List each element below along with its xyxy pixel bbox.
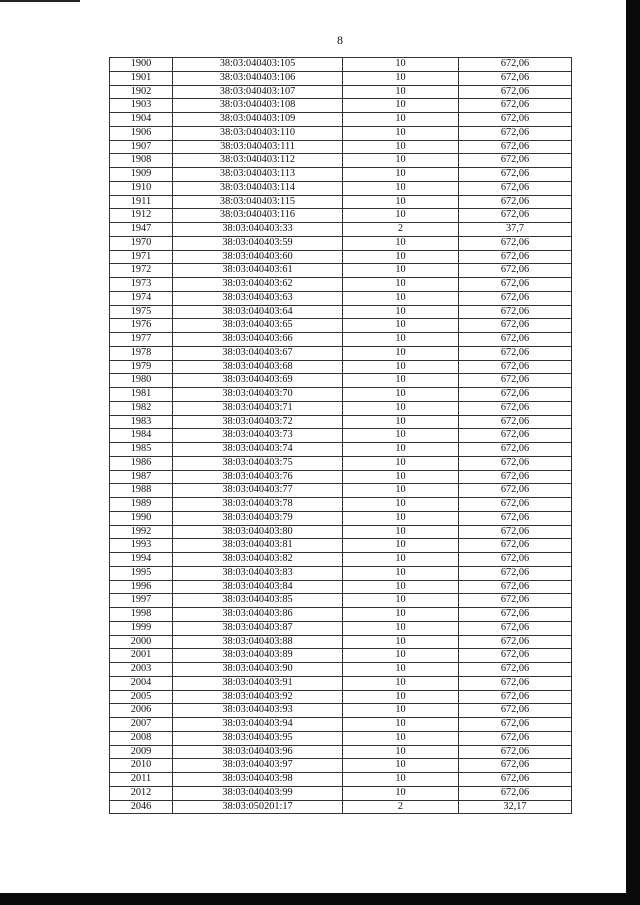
value-cell: 672,06 [459, 759, 572, 773]
value-cell: 672,06 [459, 374, 572, 388]
value-cell: 672,06 [459, 443, 572, 457]
value-cell: 37,7 [459, 223, 572, 237]
cadastral-number-cell: 38:03:040403:91 [173, 676, 343, 690]
row-number-cell: 1901 [110, 71, 173, 85]
table-row [110, 140, 572, 154]
row-number-cell: 1985 [110, 443, 173, 457]
value-cell: 672,06 [459, 209, 572, 223]
value-cell: 672,06 [459, 456, 572, 470]
quantity-cell: 10 [343, 126, 459, 140]
quantity-cell: 10 [343, 608, 459, 622]
row-number-cell: 1982 [110, 401, 173, 415]
cadastral-number-cell: 38:03:040403:68 [173, 360, 343, 374]
quantity-cell: 10 [343, 181, 459, 195]
value-cell: 672,06 [459, 58, 572, 72]
row-number-cell: 2005 [110, 690, 173, 704]
value-cell: 672,06 [459, 718, 572, 732]
quantity-cell: 10 [343, 264, 459, 278]
value-cell: 672,06 [459, 484, 572, 498]
value-cell: 672,06 [459, 676, 572, 690]
quantity-cell: 10 [343, 278, 459, 292]
table-row [110, 291, 572, 305]
row-number-cell: 1974 [110, 291, 173, 305]
table-row [110, 456, 572, 470]
cadastral-number-cell: 38:03:040403:72 [173, 415, 343, 429]
table-row [110, 621, 572, 635]
cadastral-number-cell: 38:03:040403:62 [173, 278, 343, 292]
cadastral-number-cell: 38:03:040403:95 [173, 731, 343, 745]
quantity-cell: 10 [343, 649, 459, 663]
quantity-cell: 10 [343, 99, 459, 113]
value-cell: 672,06 [459, 429, 572, 443]
value-cell: 672,06 [459, 305, 572, 319]
table-row [110, 566, 572, 580]
cadastral-number-cell: 38:03:040403:82 [173, 553, 343, 567]
cadastral-number-cell: 38:03:040403:78 [173, 498, 343, 512]
quantity-cell: 10 [343, 745, 459, 759]
quantity-cell: 10 [343, 676, 459, 690]
table-row [110, 443, 572, 457]
cadastral-number-cell: 38:03:040403:93 [173, 704, 343, 718]
row-number-cell: 1976 [110, 319, 173, 333]
value-cell: 672,06 [459, 291, 572, 305]
cadastral-number-cell: 38:03:040403:97 [173, 759, 343, 773]
row-number-cell: 1988 [110, 484, 173, 498]
cadastral-number-cell: 38:03:040403:69 [173, 374, 343, 388]
cadastral-number-cell: 38:03:040403:81 [173, 539, 343, 553]
value-cell: 672,06 [459, 319, 572, 333]
table-row [110, 745, 572, 759]
cadastral-table [109, 57, 572, 814]
row-number-cell: 2004 [110, 676, 173, 690]
quantity-cell: 10 [343, 456, 459, 470]
row-number-cell: 2006 [110, 704, 173, 718]
row-number-cell: 1972 [110, 264, 173, 278]
value-cell: 672,06 [459, 511, 572, 525]
value-cell: 672,06 [459, 415, 572, 429]
value-cell: 672,06 [459, 539, 572, 553]
cadastral-number-cell: 38:03:040403:64 [173, 305, 343, 319]
row-number-cell: 1994 [110, 553, 173, 567]
table-row [110, 388, 572, 402]
row-number-cell: 1904 [110, 113, 173, 127]
quantity-cell: 2 [343, 800, 459, 814]
value-cell: 672,06 [459, 649, 572, 663]
row-number-cell: 1997 [110, 594, 173, 608]
table-row [110, 236, 572, 250]
row-number-cell: 2001 [110, 649, 173, 663]
cadastral-number-cell: 38:03:040403:112 [173, 154, 343, 168]
quantity-cell: 10 [343, 415, 459, 429]
quantity-cell: 10 [343, 360, 459, 374]
value-cell: 672,06 [459, 498, 572, 512]
cadastral-number-cell: 38:03:040403:105 [173, 58, 343, 72]
quantity-cell: 10 [343, 690, 459, 704]
table-row [110, 511, 572, 525]
row-number-cell: 1907 [110, 140, 173, 154]
row-number-cell: 1977 [110, 333, 173, 347]
cadastral-number-cell: 38:03:040403:116 [173, 209, 343, 223]
table-row [110, 553, 572, 567]
quantity-cell: 10 [343, 58, 459, 72]
value-cell: 672,06 [459, 731, 572, 745]
table-row [110, 168, 572, 182]
row-number-cell: 1980 [110, 374, 173, 388]
row-number-cell: 1973 [110, 278, 173, 292]
row-number-cell: 2009 [110, 745, 173, 759]
cadastral-number-cell: 38:03:040403:111 [173, 140, 343, 154]
value-cell: 672,06 [459, 99, 572, 113]
row-number-cell: 1970 [110, 236, 173, 250]
value-cell: 672,06 [459, 140, 572, 154]
cadastral-number-cell: 38:03:040403:106 [173, 71, 343, 85]
table-row [110, 773, 572, 787]
value-cell: 672,06 [459, 704, 572, 718]
row-number-cell: 1986 [110, 456, 173, 470]
table-row [110, 676, 572, 690]
cadastral-number-cell: 38:03:040403:60 [173, 250, 343, 264]
cadastral-number-cell: 38:03:040403:33 [173, 223, 343, 237]
row-number-cell: 1912 [110, 209, 173, 223]
row-number-cell: 1909 [110, 168, 173, 182]
table-row [110, 195, 572, 209]
table-row [110, 113, 572, 127]
value-cell: 672,06 [459, 168, 572, 182]
row-number-cell: 1981 [110, 388, 173, 402]
table-row [110, 319, 572, 333]
value-cell: 672,06 [459, 594, 572, 608]
table-row [110, 415, 572, 429]
cadastral-number-cell: 38:03:040403:77 [173, 484, 343, 498]
quantity-cell: 10 [343, 374, 459, 388]
value-cell: 672,06 [459, 346, 572, 360]
value-cell: 672,06 [459, 621, 572, 635]
table-row [110, 704, 572, 718]
row-number-cell: 1998 [110, 608, 173, 622]
row-number-cell: 1971 [110, 250, 173, 264]
value-cell: 672,06 [459, 71, 572, 85]
quantity-cell: 10 [343, 594, 459, 608]
row-number-cell: 1900 [110, 58, 173, 72]
table-row [110, 800, 572, 814]
cadastral-number-cell: 38:03:040403:74 [173, 443, 343, 457]
quantity-cell: 10 [343, 635, 459, 649]
table-row [110, 649, 572, 663]
table-row [110, 71, 572, 85]
table-row [110, 250, 572, 264]
value-cell: 672,06 [459, 181, 572, 195]
cadastral-number-cell: 38:03:050201:17 [173, 800, 343, 814]
cadastral-number-cell: 38:03:040403:61 [173, 264, 343, 278]
cadastral-number-cell: 38:03:040403:113 [173, 168, 343, 182]
row-number-cell: 1902 [110, 85, 173, 99]
quantity-cell: 10 [343, 525, 459, 539]
table-row [110, 374, 572, 388]
cadastral-number-cell: 38:03:040403:65 [173, 319, 343, 333]
quantity-cell: 10 [343, 484, 459, 498]
quantity-cell: 10 [343, 291, 459, 305]
cadastral-number-cell: 38:03:040403:88 [173, 635, 343, 649]
table-row [110, 264, 572, 278]
cadastral-number-cell: 38:03:040403:98 [173, 773, 343, 787]
quantity-cell: 10 [343, 113, 459, 127]
value-cell: 672,06 [459, 264, 572, 278]
value-cell: 672,06 [459, 278, 572, 292]
cadastral-number-cell: 38:03:040403:67 [173, 346, 343, 360]
cadastral-number-cell: 38:03:040403:66 [173, 333, 343, 347]
table-row [110, 635, 572, 649]
table-row [110, 663, 572, 677]
cadastral-number-cell: 38:03:040403:59 [173, 236, 343, 250]
quantity-cell: 10 [343, 718, 459, 732]
row-number-cell: 1996 [110, 580, 173, 594]
table-row [110, 690, 572, 704]
quantity-cell: 10 [343, 250, 459, 264]
table-row [110, 278, 572, 292]
cadastral-number-cell: 38:03:040403:92 [173, 690, 343, 704]
row-number-cell: 1987 [110, 470, 173, 484]
cadastral-number-cell: 38:03:040403:115 [173, 195, 343, 209]
row-number-cell: 1993 [110, 539, 173, 553]
row-number-cell: 2010 [110, 759, 173, 773]
row-number-cell: 1992 [110, 525, 173, 539]
quantity-cell: 10 [343, 85, 459, 99]
table-body [110, 58, 572, 814]
quantity-cell: 10 [343, 704, 459, 718]
row-number-cell: 2008 [110, 731, 173, 745]
table-row [110, 305, 572, 319]
quantity-cell: 10 [343, 443, 459, 457]
table-row [110, 85, 572, 99]
table-row [110, 99, 572, 113]
quantity-cell: 10 [343, 346, 459, 360]
quantity-cell: 10 [343, 759, 459, 773]
row-number-cell: 1984 [110, 429, 173, 443]
quantity-cell: 10 [343, 429, 459, 443]
cadastral-number-cell: 38:03:040403:109 [173, 113, 343, 127]
page-number: 8 [337, 33, 343, 47]
quantity-cell: 10 [343, 580, 459, 594]
row-number-cell: 2003 [110, 663, 173, 677]
table-row [110, 346, 572, 360]
cadastral-number-cell: 38:03:040403:76 [173, 470, 343, 484]
quantity-cell: 10 [343, 71, 459, 85]
cadastral-number-cell: 38:03:040403:86 [173, 608, 343, 622]
cadastral-number-cell: 38:03:040403:79 [173, 511, 343, 525]
value-cell: 672,06 [459, 388, 572, 402]
row-number-cell: 1983 [110, 415, 173, 429]
row-number-cell: 2012 [110, 786, 173, 800]
scan-border-bottom [0, 893, 640, 905]
row-number-cell: 2000 [110, 635, 173, 649]
table-row [110, 786, 572, 800]
row-number-cell: 1990 [110, 511, 173, 525]
table-row [110, 594, 572, 608]
row-number-cell: 1975 [110, 305, 173, 319]
quantity-cell: 10 [343, 388, 459, 402]
quantity-cell: 10 [343, 305, 459, 319]
table-row [110, 401, 572, 415]
cadastral-number-cell: 38:03:040403:99 [173, 786, 343, 800]
quantity-cell: 10 [343, 498, 459, 512]
cadastral-number-cell: 38:03:040403:110 [173, 126, 343, 140]
value-cell: 672,06 [459, 745, 572, 759]
table-row [110, 154, 572, 168]
table-row [110, 759, 572, 773]
cadastral-number-cell: 38:03:040403:107 [173, 85, 343, 99]
cadastral-number-cell: 38:03:040403:71 [173, 401, 343, 415]
cadastral-number-cell: 38:03:040403:80 [173, 525, 343, 539]
table-row [110, 731, 572, 745]
cadastral-number-cell: 38:03:040403:63 [173, 291, 343, 305]
table-row [110, 608, 572, 622]
value-cell: 672,06 [459, 333, 572, 347]
cadastral-number-cell: 38:03:040403:75 [173, 456, 343, 470]
quantity-cell: 10 [343, 553, 459, 567]
value-cell: 672,06 [459, 566, 572, 580]
row-number-cell: 1989 [110, 498, 173, 512]
value-cell: 672,06 [459, 635, 572, 649]
quantity-cell: 10 [343, 773, 459, 787]
cadastral-number-cell: 38:03:040403:84 [173, 580, 343, 594]
quantity-cell: 10 [343, 333, 459, 347]
quantity-cell: 10 [343, 621, 459, 635]
quantity-cell: 10 [343, 168, 459, 182]
value-cell: 672,06 [459, 786, 572, 800]
quantity-cell: 10 [343, 195, 459, 209]
table-row [110, 58, 572, 72]
row-number-cell: 1910 [110, 181, 173, 195]
cadastral-number-cell: 38:03:040403:94 [173, 718, 343, 732]
value-cell: 672,06 [459, 608, 572, 622]
value-cell: 672,06 [459, 195, 572, 209]
quantity-cell: 10 [343, 663, 459, 677]
quantity-cell: 10 [343, 786, 459, 800]
value-cell: 672,06 [459, 360, 572, 374]
table-row [110, 484, 572, 498]
table-row [110, 580, 572, 594]
row-number-cell: 1911 [110, 195, 173, 209]
cadastral-number-cell: 38:03:040403:96 [173, 745, 343, 759]
cadastral-number-cell: 38:03:040403:70 [173, 388, 343, 402]
cadastral-number-cell: 38:03:040403:90 [173, 663, 343, 677]
value-cell: 672,06 [459, 773, 572, 787]
row-number-cell: 2046 [110, 800, 173, 814]
cadastral-number-cell: 38:03:040403:89 [173, 649, 343, 663]
scan-border-right [626, 0, 640, 905]
table-row [110, 223, 572, 237]
row-number-cell: 2011 [110, 773, 173, 787]
row-number-cell: 1979 [110, 360, 173, 374]
value-cell: 672,06 [459, 663, 572, 677]
table-row [110, 498, 572, 512]
quantity-cell: 2 [343, 223, 459, 237]
value-cell: 672,06 [459, 236, 572, 250]
quantity-cell: 10 [343, 566, 459, 580]
value-cell: 672,06 [459, 401, 572, 415]
value-cell: 672,06 [459, 525, 572, 539]
row-number-cell: 1908 [110, 154, 173, 168]
value-cell: 32,17 [459, 800, 572, 814]
quantity-cell: 10 [343, 401, 459, 415]
table-row [110, 126, 572, 140]
table-row [110, 181, 572, 195]
table-row [110, 333, 572, 347]
row-number-cell: 2007 [110, 718, 173, 732]
value-cell: 672,06 [459, 113, 572, 127]
scan-edge-mark [0, 0, 80, 2]
cadastral-number-cell: 38:03:040403:87 [173, 621, 343, 635]
row-number-cell: 1906 [110, 126, 173, 140]
quantity-cell: 10 [343, 470, 459, 484]
cadastral-number-cell: 38:03:040403:73 [173, 429, 343, 443]
quantity-cell: 10 [343, 236, 459, 250]
table-row [110, 525, 572, 539]
quantity-cell: 10 [343, 319, 459, 333]
quantity-cell: 10 [343, 539, 459, 553]
quantity-cell: 10 [343, 731, 459, 745]
value-cell: 672,06 [459, 126, 572, 140]
quantity-cell: 10 [343, 154, 459, 168]
row-number-cell: 1903 [110, 99, 173, 113]
quantity-cell: 10 [343, 209, 459, 223]
table-row [110, 209, 572, 223]
row-number-cell: 1978 [110, 346, 173, 360]
row-number-cell: 1995 [110, 566, 173, 580]
value-cell: 672,06 [459, 250, 572, 264]
row-number-cell: 1999 [110, 621, 173, 635]
value-cell: 672,06 [459, 690, 572, 704]
cadastral-number-cell: 38:03:040403:85 [173, 594, 343, 608]
value-cell: 672,06 [459, 553, 572, 567]
table-row [110, 539, 572, 553]
cadastral-number-cell: 38:03:040403:83 [173, 566, 343, 580]
table-row [110, 718, 572, 732]
value-cell: 672,06 [459, 580, 572, 594]
value-cell: 672,06 [459, 85, 572, 99]
value-cell: 672,06 [459, 470, 572, 484]
value-cell: 672,06 [459, 154, 572, 168]
cadastral-number-cell: 38:03:040403:114 [173, 181, 343, 195]
quantity-cell: 10 [343, 140, 459, 154]
row-number-cell: 1947 [110, 223, 173, 237]
table-row [110, 360, 572, 374]
cadastral-number-cell: 38:03:040403:108 [173, 99, 343, 113]
quantity-cell: 10 [343, 511, 459, 525]
table-row [110, 429, 572, 443]
table-row [110, 470, 572, 484]
